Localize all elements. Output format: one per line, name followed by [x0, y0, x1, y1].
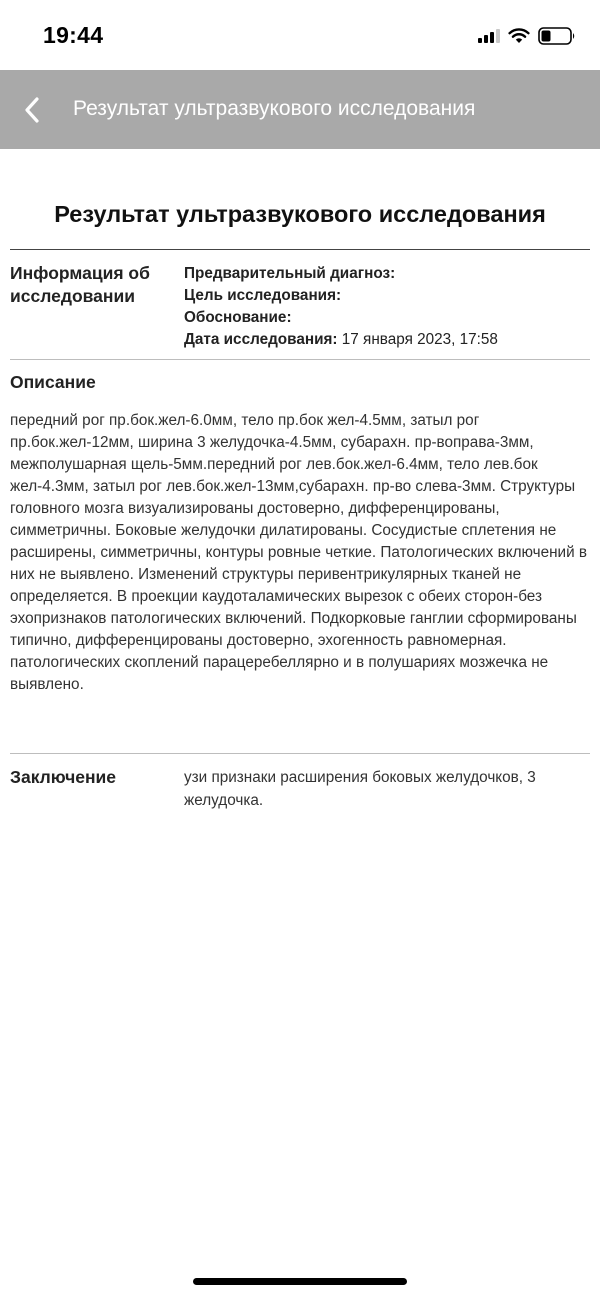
chevron-left-icon — [24, 97, 40, 123]
wifi-icon — [508, 28, 530, 44]
status-icons — [478, 24, 576, 48]
diagnosis-row — [184, 263, 584, 285]
purpose-row — [184, 285, 584, 307]
divider — [10, 753, 590, 754]
rationale-row — [184, 307, 584, 329]
conclusion-text: узи признаки расширения боковых желудочков, 3 желудочка. — [184, 769, 536, 809]
diagnosis-label: Предварительный диагноз: — [184, 265, 396, 282]
back-button[interactable] — [14, 90, 50, 130]
purpose-label: Цель исследования: — [184, 287, 342, 304]
nav-bar — [0, 70, 600, 149]
status-time: 19:44 — [43, 22, 104, 48]
divider — [10, 359, 590, 360]
date-label: Дата исследования: — [184, 331, 338, 348]
home-indicator[interactable] — [193, 1278, 407, 1285]
rationale-label: Обоснование: — [184, 309, 292, 326]
page-title: Результат ультразвукового исследования — [54, 201, 546, 227]
divider — [10, 249, 590, 250]
battery-icon — [538, 27, 576, 45]
info-section-label: Информация об исследовании — [10, 263, 150, 306]
description-text: передний рог пр.бок.жел-6.0мм, тело пр.бок жел-4.5мм, затыл рог пр.бок.жел-12мм, ширина 3 желудочка-4.5мм, субарахн. пр-воправа-3мм, межполушарная щель-5мм.передний рог лев.бок.жел-6.4мм, тело лев.бок жел-4.3мм, затыл рог лев.бок.жел-13мм,субарахн. пр-во слева-3мм. Структуры головного мозга визуализированы достоверно, дифференцированы, симметричны. Боковые желудочки дилатированы. Сосудистые сплетения не расширены, симметричны, контуры ровные четкие. Патологических включений в них не выявлено. Изменений структуры перивентрикулярных тканей не определяется. В проекции каудоталамических вырезок с обеих сторон-без эхопризнаков патологических включений. Подкорковые ганглии сформированы типично, дифференцированы достоверно, эхогенность равномерная. патологических скоплений парацеребеллярно и в полушариях мозжечка не выявлено. — [10, 412, 588, 693]
description-section-label: Описание — [10, 372, 96, 392]
status-bar — [0, 0, 600, 70]
info-list — [184, 263, 584, 351]
conclusion-section-label: Заключение — [10, 767, 117, 787]
nav-title: Результат ультразвукового исследования — [73, 97, 476, 120]
date-row — [184, 329, 584, 351]
date-value: 17 января 2023, 17:58 — [341, 331, 498, 348]
cellular-signal-icon — [478, 29, 500, 43]
